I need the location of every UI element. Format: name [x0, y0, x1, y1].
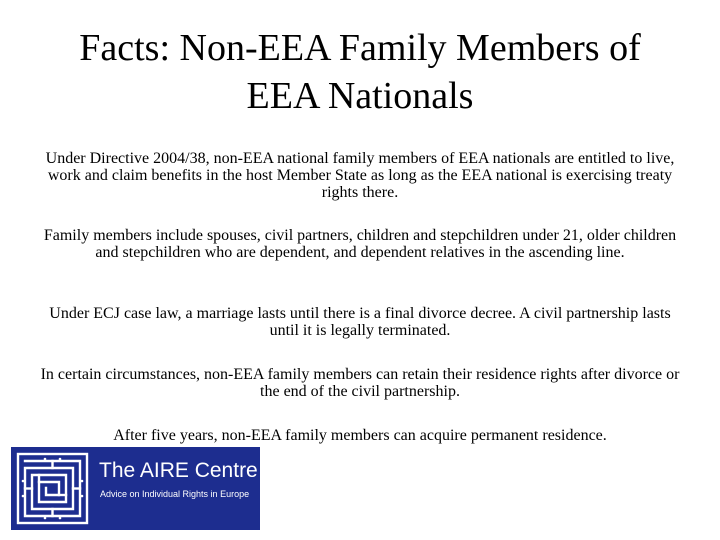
slide-title: [20, 24, 700, 120]
paragraph-ecj-case-law: Under ECJ case law, a marriage lasts until there is a final divorce decree. A civil partnership lasts until it is legally terminated.: [49, 305, 671, 339]
aire-centre-logo: [11, 447, 260, 530]
slide-title-line-2: EEA Nationals: [246, 75, 474, 117]
paragraph-permanent-residence: After five years, non-EEA family members can acquire permanent residence.: [113, 427, 607, 444]
paragraph-retained-rights: In certain circumstances, non-EEA family members can retain their residence rights after divorce or the end of the civil partnership.: [40, 366, 680, 400]
maze-icon: [15, 451, 90, 526]
slide-title-line-1: Facts: Non-EEA Family Members of: [79, 27, 641, 69]
logo-name: The AIRE Centre: [99, 459, 258, 482]
logo-tagline: Advice on Individual Rights in Europe: [100, 489, 250, 499]
paragraph-directive: Under Directive 2004/38, non-EEA national family members of EEA nationals are entitled to live, work and claim benefits in the host Member State as long as the EEA national is exercising treaty rights there.: [45, 150, 675, 201]
paragraph-family-members: Family members include spouses, civil partners, children and stepchildren under 21, older children and stepchildren who are dependent, and dependent relatives in the ascending line.: [43, 227, 677, 261]
